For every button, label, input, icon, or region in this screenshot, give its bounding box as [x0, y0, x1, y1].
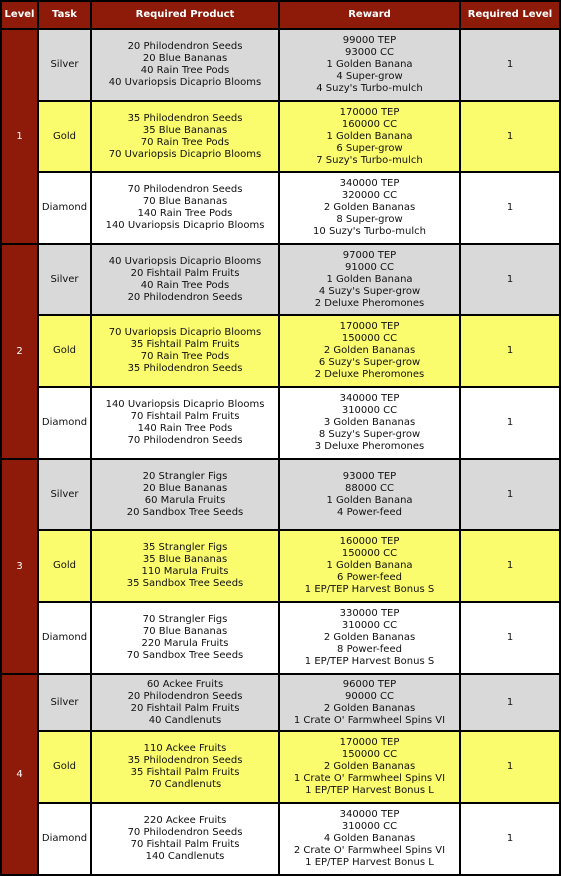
reward-line: 1 EP/TEP Harvest Bonus L — [305, 785, 434, 796]
reward-line: 7 Suzy's Turbo-mulch — [316, 154, 423, 166]
reward-cell — [279, 315, 460, 387]
reward-line: 340000 TEP — [339, 393, 400, 404]
reward-line: 8 Super-grow — [336, 214, 403, 225]
required-level-cell: 1 — [460, 101, 560, 172]
header-level: Level — [1, 1, 38, 29]
table-row — [1, 101, 560, 172]
required-product-line: 35 Strangler Figs — [142, 542, 228, 553]
reward-line: 1 EP/TEP Harvest Bonus S — [304, 584, 435, 595]
required-product-line: 40 Candlenuts — [148, 714, 222, 726]
reward-cell — [279, 731, 460, 803]
required-product-line: 40 Rain Tree Pods — [140, 279, 230, 291]
required-product-line: 70 Blue Bananas — [142, 196, 228, 207]
required-product-cell — [91, 674, 279, 731]
required-product-line: 35 Philodendron Seeds — [127, 112, 243, 124]
required-level-cell: 1 — [460, 530, 560, 602]
reward-cell — [279, 101, 460, 172]
required-product-line: 70 Fishtail Palm Fruits — [130, 411, 240, 422]
reward-cell — [279, 530, 460, 602]
reward-line: 4 Super-grow — [336, 71, 403, 82]
level-cell: 4 — [1, 674, 38, 875]
header-required-level: Required Level — [460, 1, 560, 29]
required-level-cell: 1 — [460, 29, 560, 101]
table-row — [1, 387, 560, 459]
header-task: Task — [38, 1, 91, 29]
reward-line: 170000 TEP — [339, 321, 400, 332]
reward-line: 1 Golden Banana — [326, 560, 413, 571]
reward-line: 1 Golden Banana — [326, 59, 413, 70]
header-reward: Reward — [279, 1, 460, 29]
reward-line: 150000 CC — [341, 333, 398, 344]
reward-line: 4 Suzy's Turbo-mulch — [316, 83, 423, 94]
required-product-line: 70 Uvariopsis Dicaprio Blooms — [108, 327, 262, 338]
reward-line: 340000 TEP — [339, 809, 400, 820]
required-product-line: 60 Ackee Fruits — [146, 678, 224, 690]
reward-line: 1 Golden Banana — [326, 130, 413, 142]
reward-line: 2 Golden Bananas — [323, 345, 416, 356]
reward-line: 2 Golden Bananas — [323, 202, 416, 213]
reward-line: 2 Golden Bananas — [323, 702, 416, 714]
reward-line: 160000 TEP — [339, 536, 400, 547]
task-cell: Diamond — [38, 803, 91, 875]
table-row — [1, 530, 560, 602]
required-product-cell — [91, 315, 279, 387]
reward-line: 1 EP/TEP Harvest Bonus S — [304, 656, 435, 667]
required-product-cell — [91, 731, 279, 803]
level-cell: 2 — [1, 244, 38, 459]
reward-line: 8 Power-feed — [337, 644, 402, 655]
required-product-line: 220 Marula Fruits — [141, 638, 229, 649]
reward-line: 170000 TEP — [339, 106, 400, 118]
task-cell: Gold — [38, 315, 91, 387]
task-cell: Silver — [38, 244, 91, 315]
required-product-line: 20 Sandbox Tree Seeds — [126, 506, 244, 518]
required-product-line: 70 Blue Bananas — [142, 626, 228, 637]
required-product-line: 110 Ackee Fruits — [143, 743, 227, 754]
reward-cell — [279, 674, 460, 731]
header-required-product: Required Product — [91, 1, 279, 29]
task-cell: Silver — [38, 674, 91, 731]
reward-line: 1 Golden Banana — [326, 273, 413, 285]
required-product-line: 60 Marula Fruits — [144, 494, 226, 506]
required-product-line: 35 Philodendron Seeds — [127, 755, 243, 766]
reward-cell — [279, 459, 460, 530]
required-product-line: 40 Rain Tree Pods — [140, 65, 230, 76]
required-product-line: 70 Philodendron Seeds — [127, 435, 243, 446]
required-product-line: 70 Rain Tree Pods — [140, 136, 230, 148]
reward-line: 3 Deluxe Pheromones — [314, 441, 425, 452]
reward-line: 6 Power-feed — [337, 572, 402, 583]
required-level-cell: 1 — [460, 731, 560, 803]
reward-line: 97000 TEP — [342, 249, 397, 261]
level-cell: 1 — [1, 29, 38, 244]
required-product-line: 140 Rain Tree Pods — [137, 423, 233, 434]
required-product-line: 35 Fishtail Palm Fruits — [130, 767, 240, 778]
reward-cell — [279, 244, 460, 315]
reward-line: 2 Crate O' Farmwheel Spins VI — [293, 845, 446, 856]
reward-line: 6 Suzy's Super-grow — [318, 357, 421, 368]
reward-line: 4 Power-feed — [337, 506, 402, 518]
reward-line: 93000 CC — [345, 47, 394, 58]
reward-line: 330000 TEP — [339, 608, 400, 619]
reward-line: 170000 TEP — [339, 737, 400, 748]
required-product-line: 35 Fishtail Palm Fruits — [130, 339, 240, 350]
required-product-line: 70 Rain Tree Pods — [140, 351, 230, 362]
required-product-line: 70 Fishtail Palm Fruits — [130, 839, 240, 850]
reward-line: 1 Golden Banana — [326, 494, 413, 506]
required-product-line: 20 Fishtail Palm Fruits — [130, 702, 240, 714]
reward-line: 88000 CC — [345, 482, 394, 494]
reward-line: 1 EP/TEP Harvest Bonus L — [305, 857, 434, 868]
reward-line: 99000 TEP — [342, 35, 397, 46]
reward-line: 1 Crate O' Farmwheel Spins VI — [293, 773, 446, 784]
required-level-cell: 1 — [460, 244, 560, 315]
task-cell: Diamond — [38, 387, 91, 459]
reward-line: 150000 CC — [341, 749, 398, 760]
required-product-line: 140 Uvariopsis Dicaprio Blooms — [105, 220, 265, 231]
required-product-cell — [91, 172, 279, 244]
reward-line: 2 Golden Bananas — [323, 761, 416, 772]
required-level-cell: 1 — [460, 387, 560, 459]
required-product-line: 220 Ackee Fruits — [143, 815, 227, 826]
task-cell: Diamond — [38, 172, 91, 244]
table-row — [1, 244, 560, 315]
reward-line: 340000 TEP — [339, 178, 400, 189]
reward-line: 8 Suzy's Super-grow — [318, 429, 421, 440]
required-product-cell — [91, 803, 279, 875]
task-cell: Silver — [38, 459, 91, 530]
reward-cell — [279, 172, 460, 244]
required-product-line: 70 Sandbox Tree Seeds — [126, 650, 244, 661]
required-level-cell: 1 — [460, 674, 560, 731]
task-cell: Silver — [38, 29, 91, 101]
reward-line: 160000 CC — [341, 118, 398, 130]
required-product-line: 35 Blue Bananas — [142, 124, 228, 136]
reward-line: 2 Deluxe Pheromones — [314, 369, 425, 380]
required-product-cell — [91, 530, 279, 602]
required-product-line: 40 Uvariopsis Dicaprio Blooms — [108, 77, 262, 88]
table-row — [1, 172, 560, 244]
task-cell: Gold — [38, 101, 91, 172]
required-product-cell — [91, 29, 279, 101]
required-level-cell: 1 — [460, 172, 560, 244]
reward-line: 6 Super-grow — [336, 142, 403, 154]
required-product-cell — [91, 387, 279, 459]
required-level-cell: 1 — [460, 602, 560, 674]
required-product-line: 20 Philodendron Seeds — [127, 690, 243, 702]
reward-line: 3 Golden Bananas — [323, 417, 416, 428]
required-product-cell — [91, 244, 279, 315]
required-product-line: 140 Rain Tree Pods — [137, 208, 233, 219]
reward-line: 93000 TEP — [342, 470, 397, 482]
required-product-line: 140 Candlenuts — [145, 851, 225, 862]
table-row — [1, 29, 560, 101]
level-cell: 3 — [1, 459, 38, 674]
reward-line: 10 Suzy's Turbo-mulch — [313, 226, 426, 237]
reward-line: 320000 CC — [341, 190, 398, 201]
required-product-line: 20 Strangler Figs — [142, 470, 228, 482]
reward-line: 90000 CC — [345, 690, 394, 702]
required-product-cell — [91, 602, 279, 674]
reward-line: 2 Golden Bananas — [323, 632, 416, 643]
required-product-line: 35 Sandbox Tree Seeds — [126, 578, 244, 589]
reward-cell — [279, 29, 460, 101]
required-product-line: 20 Philodendron Seeds — [127, 291, 243, 303]
task-cell: Gold — [38, 530, 91, 602]
table-row — [1, 731, 560, 803]
reward-line: 310000 CC — [341, 620, 398, 631]
required-product-line: 20 Fishtail Palm Fruits — [130, 267, 240, 279]
reward-line: 91000 CC — [345, 261, 394, 273]
reward-line: 96000 TEP — [342, 678, 397, 690]
reward-line: 4 Suzy's Super-grow — [318, 285, 421, 297]
required-product-cell — [91, 459, 279, 530]
required-product-line: 70 Strangler Figs — [142, 614, 228, 625]
table-body — [1, 29, 560, 875]
required-level-cell: 1 — [460, 803, 560, 875]
required-level-cell: 1 — [460, 459, 560, 530]
required-product-line: 70 Philodendron Seeds — [127, 827, 243, 838]
required-product-line: 110 Marula Fruits — [141, 566, 229, 577]
reward-line: 1 Crate O' Farmwheel Spins VI — [293, 714, 446, 726]
task-cell: Diamond — [38, 602, 91, 674]
required-product-line: 35 Philodendron Seeds — [127, 363, 243, 374]
table-row — [1, 459, 560, 530]
task-cell: Gold — [38, 731, 91, 803]
reward-cell — [279, 803, 460, 875]
reward-line: 2 Deluxe Pheromones — [314, 297, 425, 309]
required-product-line: 20 Blue Bananas — [142, 53, 228, 64]
reward-line: 4 Golden Bananas — [323, 833, 416, 844]
required-product-line: 20 Blue Bananas — [142, 482, 228, 494]
required-product-line: 70 Philodendron Seeds — [127, 184, 243, 195]
reward-cell — [279, 387, 460, 459]
reward-line: 310000 CC — [341, 405, 398, 416]
required-product-line: 70 Uvariopsis Dicaprio Blooms — [108, 148, 262, 160]
required-level-cell: 1 — [460, 315, 560, 387]
required-product-line: 40 Uvariopsis Dicaprio Blooms — [108, 255, 262, 267]
reward-line: 150000 CC — [341, 548, 398, 559]
required-product-cell — [91, 101, 279, 172]
table-row — [1, 803, 560, 875]
table-header-row — [1, 1, 560, 29]
table-row — [1, 315, 560, 387]
required-product-line: 20 Philodendron Seeds — [127, 41, 243, 52]
table-row — [1, 674, 560, 731]
reward-line: 310000 CC — [341, 821, 398, 832]
required-product-line: 35 Blue Bananas — [142, 554, 228, 565]
reward-cell — [279, 602, 460, 674]
required-product-line: 70 Candlenuts — [148, 779, 222, 790]
required-product-line: 140 Uvariopsis Dicaprio Blooms — [105, 399, 265, 410]
table-row — [1, 602, 560, 674]
